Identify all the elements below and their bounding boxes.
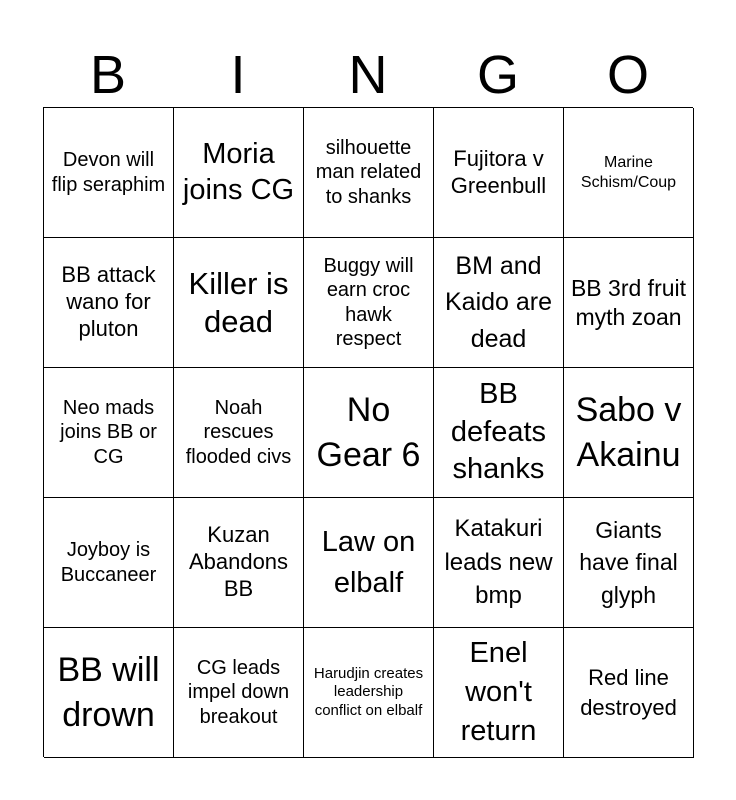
cell-text: Devon will flip seraphim (51, 149, 166, 196)
bingo-cell-r5-c1[interactable] (44, 628, 174, 758)
cell-text: Marine Schism/Coup (580, 153, 677, 191)
bingo-cell-r3-c3[interactable] (304, 368, 434, 498)
cell-text: BB attack wano for pluton (61, 262, 156, 341)
cell-text: Law on elbalf (321, 525, 416, 599)
cell-text: Neo mads joins BB or CG (60, 396, 157, 468)
bingo-cell-r1-c2[interactable] (174, 108, 304, 238)
header-letter-g: G (476, 45, 519, 105)
bingo-cell-r2-c1[interactable] (44, 238, 174, 368)
bingo-cell-r2-c2[interactable] (174, 238, 304, 368)
bingo-cell-r3-c2[interactable] (174, 368, 304, 498)
bingo-cell-r1-c5[interactable] (564, 108, 694, 238)
header-letter-i: I (230, 45, 246, 105)
cell-text: BM and Kaido are dead (444, 252, 553, 353)
cell-text: Sabo v Akainu (575, 391, 682, 474)
cell-text: BB defeats shanks (450, 377, 547, 486)
cell-text: CG leads impel down breakout (187, 656, 290, 728)
bingo-cell-r2-c4[interactable] (434, 238, 564, 368)
cell-text: No Gear 6 (316, 391, 421, 474)
bingo-cell-r4-c3[interactable] (304, 498, 434, 628)
bingo-cell-r5-c5[interactable] (564, 628, 694, 758)
cell-text: Fujitora v Greenbull (450, 145, 547, 198)
cell-text: BB 3rd fruit myth zoan (570, 275, 687, 330)
bingo-cell-r5-c3[interactable] (304, 628, 434, 758)
cell-text: Joyboy is Buccaneer (60, 539, 157, 586)
cell-text: Noah rescues flooded civs (185, 396, 292, 468)
header-letter-b: B (89, 45, 127, 105)
bingo-cell-r2-c5[interactable] (564, 238, 694, 368)
bingo-grid (43, 107, 693, 757)
bingo-cell-r1-c1[interactable] (44, 108, 174, 238)
bingo-cell-r3-c4[interactable] (434, 368, 564, 498)
cell-text: Giants have final glyph (579, 517, 678, 608)
bingo-cell-r3-c5[interactable] (564, 368, 694, 498)
header-letter-n: N (348, 45, 388, 105)
cell-text: BB will drown (57, 651, 160, 734)
cell-text: Moria joins CG (182, 138, 295, 206)
bingo-cell-r4-c2[interactable] (174, 498, 304, 628)
cell-text: Katakuri leads new bmp (444, 515, 553, 610)
cell-text: silhouette man related to shanks (315, 136, 422, 208)
cell-text: Enel won't return (460, 636, 537, 748)
cell-text: Kuzan Abandons BB (188, 522, 289, 601)
header-letter-o: O (606, 45, 649, 105)
bingo-cell-r5-c4[interactable] (434, 628, 564, 758)
cell-text: Buggy will earn croc hawk respect (323, 254, 414, 350)
bingo-cell-r2-c3[interactable] (304, 238, 434, 368)
bingo-cell-r1-c3[interactable] (304, 108, 434, 238)
cell-text: Red line destroyed (580, 664, 677, 720)
bingo-cell-r5-c2[interactable] (174, 628, 304, 758)
bingo-cell-r1-c4[interactable] (434, 108, 564, 238)
cell-text: Harudjin creates leadership conflict on elbalf (313, 665, 424, 719)
bingo-cell-r4-c5[interactable] (564, 498, 694, 628)
bingo-cell-r4-c4[interactable] (434, 498, 564, 628)
bingo-header (43, 42, 693, 108)
bingo-cell-r4-c1[interactable] (44, 498, 174, 628)
cell-text: Killer is dead (188, 265, 289, 339)
bingo-cell-r3-c1[interactable] (44, 368, 174, 498)
